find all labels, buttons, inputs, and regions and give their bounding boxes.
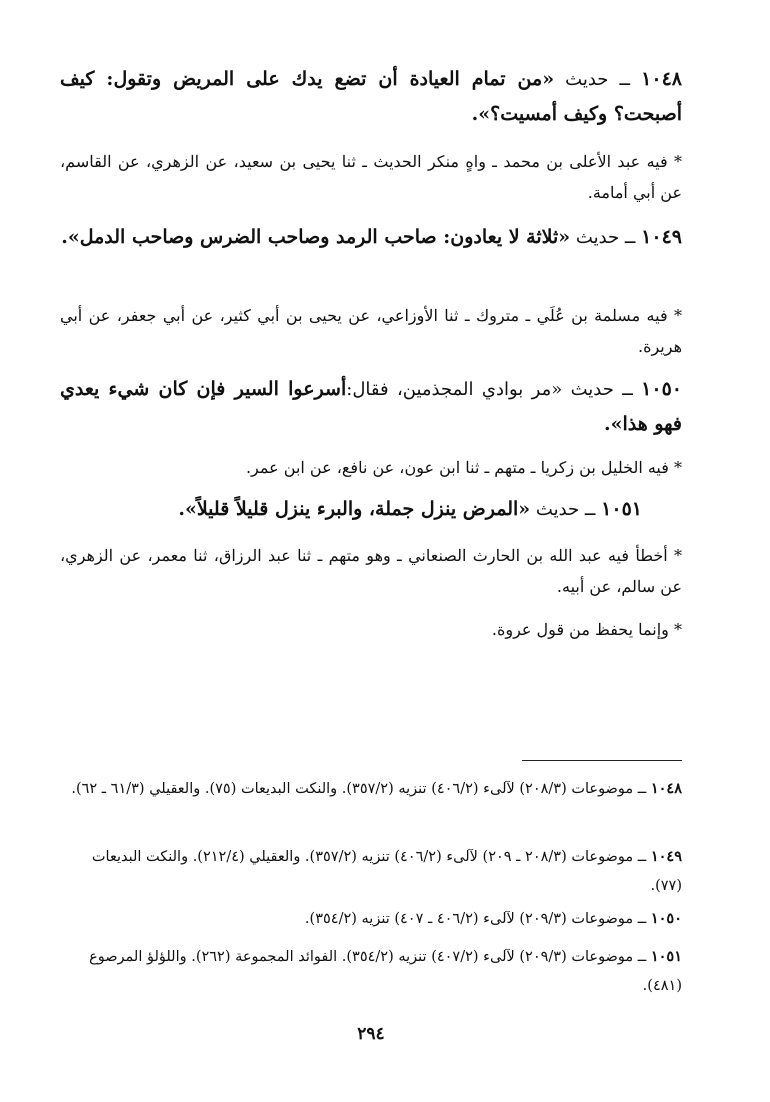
footnote-number: ١٠٤٨ [650,780,682,797]
hadith-entry-1050 [60,372,682,442]
entry-label: حديث [570,379,614,400]
entry-number: ١٠٥١ [601,498,642,520]
footnote-number: ١٠٥١ [650,948,682,965]
hadith-text: أسرعوا السير فإن كان شيء يعدي فهو هذا». [60,378,682,435]
entry-dash: ــ [622,379,633,400]
footnote-1048 [60,774,682,804]
book-page [60,0,682,1102]
entry-label: حديث [565,69,609,90]
footnote-text: ــ موضوعات (٢٠٨/٣ ـ ٢٠٩) لآلىء (٤٠٦/٢) تنزيه (٣٥٧/٢). والعقيلي (٢١٢/٤). والنكت البديعات (٧٧). [91,849,682,894]
footnote-1049 [60,842,682,901]
footnote-number: ١٠٤٩ [650,848,682,865]
footnote-1051 [60,942,682,1001]
entry-comment-1050: * فيه الخليل بن زكريا ـ متهم ـ ثنا ابن عون، عن نافع، عن ابن عمر. [245,458,682,477]
entry-dash: ــ [624,227,636,248]
entry-comment-1048: * فيه عبد الأعلى بن محمد ـ واهٍ منكر الحديث ـ ثنا يحيى بن سعيد، عن الزهري، عن القاسم، عن أبي أمامة. [60,152,682,202]
hadith-text-plain: «مر بوادي المجذمين، فقال: [346,379,563,400]
footnote-text: ــ موضوعات (٢٠٨/٣) لآلىء (٤٠٦/٢) تنزيه (٣٥٧/٢). والنكت البديعات (٧٥). والعقيلي (٦١/٣ ـ ٦٢). [71,781,647,797]
footnote-1050 [60,904,682,934]
entry-comment-1051-note: * وإنما يحفظ من قول عروة. [491,620,682,639]
entry-dash: ــ [584,499,596,520]
entry-number: ١٠٤٩ [641,226,682,248]
page-number: ٢٩٤ [357,1024,385,1044]
entry-number: ١٠٤٨ [641,68,682,90]
footnote-separator [522,760,682,761]
entry-label: حديث [535,499,580,520]
entry-label: حديث [575,227,620,248]
footnote-number: ١٠٥٠ [650,910,682,927]
hadith-text: «من تمام العيادة أن تضع يدك على المريض وتقول: كيف أصبحت؟ وكيف أمسيت؟». [60,68,682,125]
footnote-text: ــ موضوعات (٢٠٩/٣) لآلىء (٤٠٦/٢ ـ ٤٠٧) تنزيه (٣٥٤/٢). [304,911,647,927]
footnote-text: ــ موضوعات (٢٠٩/٣) لآلىء (٤٠٧/٢) تنزيه (٣٥٤/٢). الفوائد المجموعة (٢٦٢). واللؤلؤ المرصوع (٤٨١). [89,949,682,994]
entry-number: ١٠٥٠ [641,378,682,400]
entry-comment-1051: * أخطأ فيه عبد الله بن الحارث الصنعاني ـ وهو متهم ـ ثنا عبد الرزاق، ثنا معمر، عن الزهري، عن سالم، عن أبيه. [60,546,682,596]
entry-dash: ــ [619,69,631,90]
hadith-entry-1049 [60,220,682,255]
hadith-entry-1048 [60,62,682,132]
hadith-text: «المرض ينزل جملة، والبرء ينزل قليلاً قليلاً». [178,498,531,520]
entry-comment-1049: * فيه مسلمة بن عُلَي ـ متروك ـ ثنا الأوزاعي، عن يحيى بن أبي كثير، عن أبي جعفر، عن أبي هريرة. [60,306,682,356]
hadith-entry-1051 [60,492,682,527]
hadith-text: «ثلاثة لا يعادون: صاحب الرمد وصاحب الضرس وصاحب الدمل». [61,226,571,248]
